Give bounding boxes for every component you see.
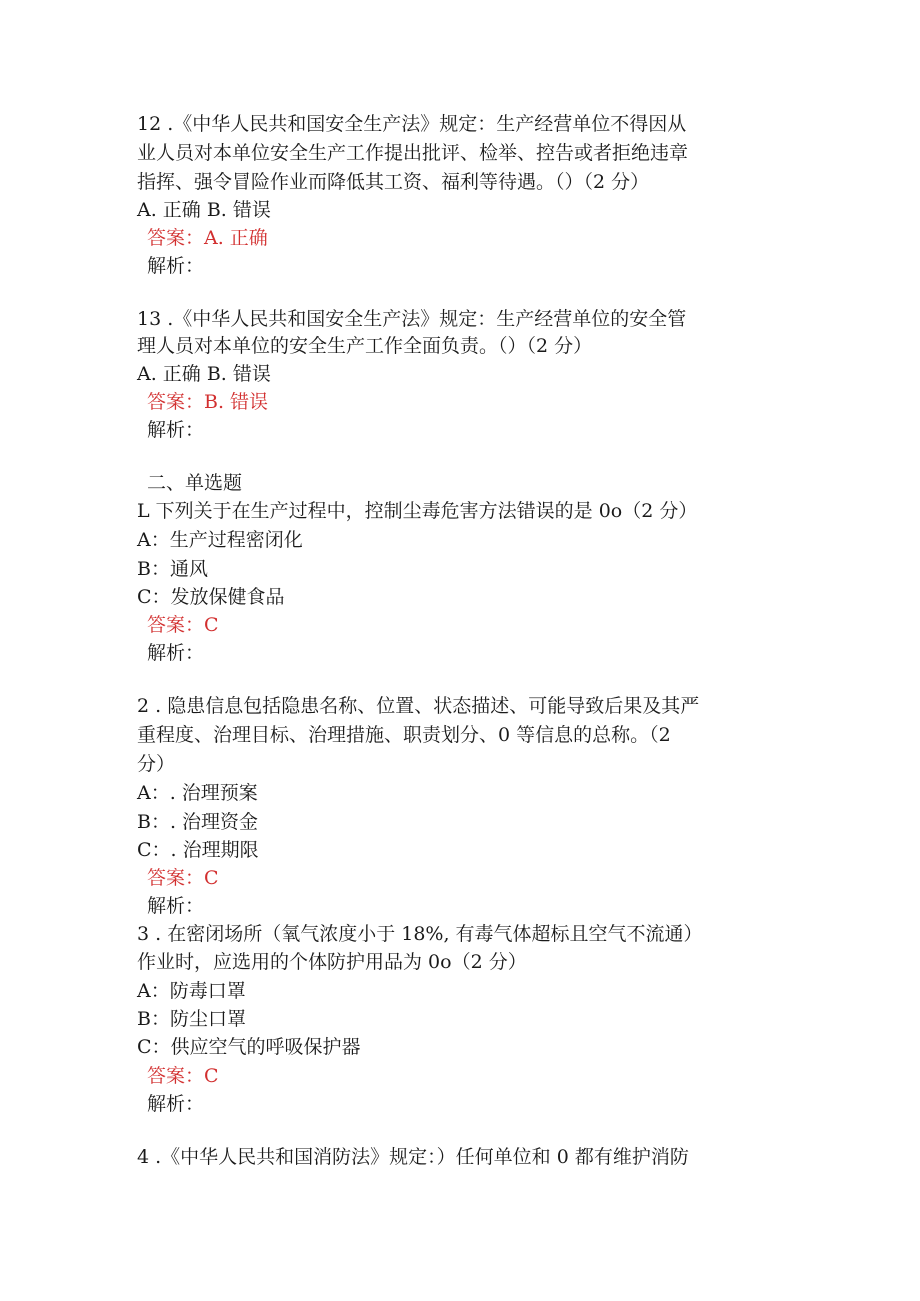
question-12-line-1: 12 .《中华人民共和国安全生产法》规定：生产经营单位不得因从 bbox=[137, 113, 687, 135]
single-1-option-c: C：发放保健食品 bbox=[137, 586, 285, 608]
single-2-option-a: A：. 治理预案 bbox=[137, 782, 258, 804]
single-3-explanation: 解析： bbox=[147, 1093, 205, 1115]
single-3-option-a: A：防毒口罩 bbox=[137, 980, 246, 1002]
question-12-line-3: 指挥、强令冒险作业而降低其工资、福利等待遇。（）（2 分） bbox=[137, 171, 650, 193]
single-3-answer: 答案：C bbox=[147, 1065, 219, 1087]
single-2-option-c: C：. 治理期限 bbox=[137, 839, 259, 861]
question-12-options: A. 正确 B. 错误 bbox=[137, 199, 271, 221]
question-13-answer: 答案：B. 错误 bbox=[147, 391, 269, 413]
single-2-line-1: 2 . 隐患信息包括隐患名称、位置、状态描述、可能导致后果及其严 bbox=[137, 695, 700, 717]
question-13-line-2: 理人员对本单位的安全生产工作全面负责。（）（2 分） bbox=[137, 335, 593, 357]
single-3-line-1: 3 . 在密闭场所（氧气浓度小于 18%, 有毒气体超标且空气不流通） bbox=[137, 923, 703, 945]
question-13-line-1: 13 .《中华人民共和国安全生产法》规定：生产经营单位的安全管 bbox=[137, 308, 687, 330]
single-2-explanation: 解析： bbox=[147, 895, 205, 917]
single-3-option-b: B：防尘口罩 bbox=[137, 1008, 246, 1030]
single-3-option-c: C：供应空气的呼吸保护器 bbox=[137, 1036, 361, 1058]
question-12-explanation: 解析： bbox=[147, 255, 205, 277]
single-2-line-2: 重程度、治理目标、治理措施、职责划分、0 等信息的总称。（2 bbox=[137, 724, 671, 746]
single-1-option-b: B：通风 bbox=[137, 558, 208, 580]
single-2-answer: 答案：C bbox=[147, 867, 219, 889]
single-2-line-3: 分） bbox=[137, 753, 176, 775]
single-1-explanation: 解析： bbox=[147, 642, 205, 664]
question-13-options: A. 正确 B. 错误 bbox=[137, 363, 271, 385]
question-13-explanation: 解析： bbox=[147, 419, 205, 441]
single-1-answer: 答案：C bbox=[147, 614, 219, 636]
section-heading: 二、单选题 bbox=[147, 472, 243, 494]
single-4-line-1: 4 .《中华人民共和国消防法》规定：）任何单位和 0 都有维护消防 bbox=[137, 1146, 689, 1168]
single-1-question: L 下列关于在生产过程中，控制尘毒危害方法错误的是 0o（2 分） bbox=[137, 500, 698, 522]
single-1-option-a: A：生产过程密闭化 bbox=[137, 529, 303, 551]
question-12-answer: 答案：A. 正确 bbox=[147, 227, 268, 249]
question-12-line-2: 业人员对本单位安全生产工作提出批评、检举、控告或者拒绝违章 bbox=[137, 142, 689, 164]
single-3-line-2: 作业时，应选用的个体防护用品为 0o（2 分） bbox=[137, 951, 527, 973]
single-2-option-b: B：. 治理资金 bbox=[137, 811, 259, 833]
